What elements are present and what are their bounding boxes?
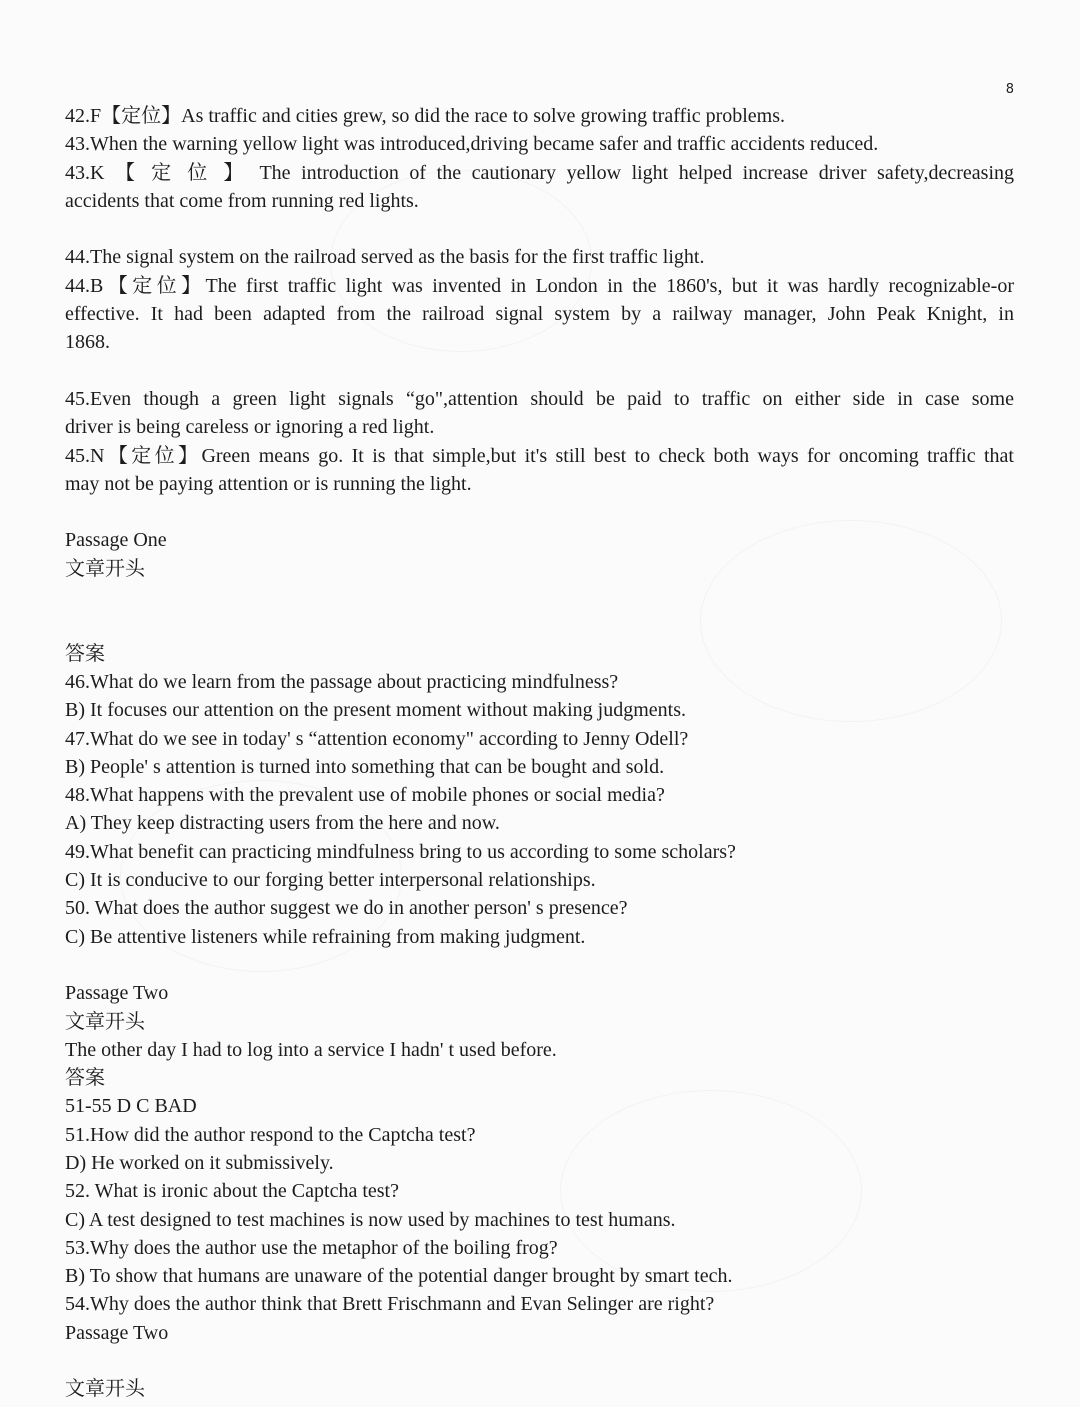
- section-passage-one-answers: [65, 640, 1014, 951]
- text-line: C) A test designed to test machines is now used by machines to test humans.: [65, 1208, 676, 1231]
- text-line: 文章开头: [65, 1378, 145, 1401]
- text-line: 文章开头: [65, 1010, 145, 1033]
- text-line: 文章开头: [65, 557, 145, 580]
- text-line: 42.F【定位】As traffic and cities grew, so did the race to solve growing traffic problems.: [65, 105, 786, 127]
- text-line: effective. It had been adapted from the railroad signal system by a railway manager, John Peak Knight, in: [65, 303, 1014, 326]
- text-line: 44.The signal system on the railroad served as the basis for the first traffic light.: [65, 246, 705, 269]
- text-line: B) People' s attention is turned into something that can be bought and sold.: [65, 755, 665, 778]
- text-line: 1868.: [65, 331, 110, 354]
- paragraph-gap: [65, 357, 1014, 385]
- text-line: The other day I had to log into a service I hadn' t used before.: [65, 1038, 557, 1061]
- text-line: 54.Why does the author think that Brett Frischmann and Evan Selinger are right?: [65, 1293, 715, 1316]
- section-q42-45: [65, 102, 1014, 215]
- paragraph-gap: [65, 498, 1014, 526]
- text-line: 51-55 D C BAD: [65, 1095, 197, 1118]
- text-line: 答案: [65, 642, 105, 665]
- text-line: 51.How did the author respond to the Captcha test?: [65, 1123, 476, 1146]
- text-line: 53.Why does the author use the metaphor of the boiling frog?: [65, 1236, 558, 1259]
- text-line: C) It is conducive to our forging better interpersonal relationships.: [65, 869, 596, 892]
- text-line: Passage Two: [65, 1321, 169, 1344]
- section-passage-one-head: [65, 526, 1014, 583]
- text-line: A) They keep distracting users from the here and now.: [65, 812, 500, 835]
- text-line: 52. What is ironic about the Captcha test?: [65, 1180, 399, 1203]
- text-line: 43.When the warning yellow light was introduced,driving became safer and traffic accidents reduced.: [65, 133, 879, 156]
- text-line: 44.B【定位】The first traffic light was invented in London in the 1860's, but it was hardly recognizable-or: [65, 274, 1014, 297]
- text-line: B) To show that humans are unaware of the potential danger brought by smart tech.: [65, 1265, 733, 1288]
- text-line: accidents that come from running red lights.: [65, 189, 419, 212]
- text-line: 43.K 【 定 位 】 The introduction of the cautionary yellow light helped increase driver safety,decreasing: [65, 161, 1014, 184]
- text-line: B) It focuses our attention on the present moment without making judgments.: [65, 699, 687, 722]
- text-line: Passage Two: [65, 982, 169, 1005]
- text-line: Passage One: [65, 529, 167, 552]
- text-line: 答案: [65, 1067, 105, 1090]
- document-body: [65, 102, 1014, 1404]
- text-line: 45.Even though a green light signals “go",attention should be paid to traffic on either side in case some: [65, 387, 1014, 410]
- text-line: 47.What do we see in today' s “attention economy" according to Jenny Odell?: [65, 727, 689, 750]
- text-line: driver is being careless or ignoring a red light.: [65, 416, 435, 439]
- text-line: 50. What does the author suggest we do in another person' s presence?: [65, 897, 628, 920]
- text-line: 46.What do we learn from the passage about practicing mindfulness?: [65, 670, 619, 693]
- paragraph-gap: [65, 951, 1014, 979]
- text-line: C) Be attentive listeners while refraining from making judgment.: [65, 925, 586, 948]
- page-number: 8: [1005, 82, 1014, 97]
- paragraph-gap: [65, 1347, 1014, 1375]
- text-line: may not be paying attention or is running the light.: [65, 472, 472, 495]
- section-passage-two-repeat: [65, 1375, 1014, 1403]
- section-q45: [65, 385, 1014, 498]
- section-passage-two: [65, 979, 1014, 1347]
- section-q44: [65, 243, 1014, 356]
- text-line: 48.What happens with the prevalent use of mobile phones or social media?: [65, 784, 665, 807]
- paragraph-gap: [65, 215, 1014, 243]
- text-line: 45.N【定位】Green means go. It is that simple,but it's still best to check both ways for oncoming traffic that: [65, 444, 1014, 467]
- text-line: D) He worked on it submissively.: [65, 1151, 334, 1174]
- text-line: 49.What benefit can practicing mindfulness bring to us according to some scholars?: [65, 840, 736, 863]
- paragraph-gap: [65, 583, 1014, 640]
